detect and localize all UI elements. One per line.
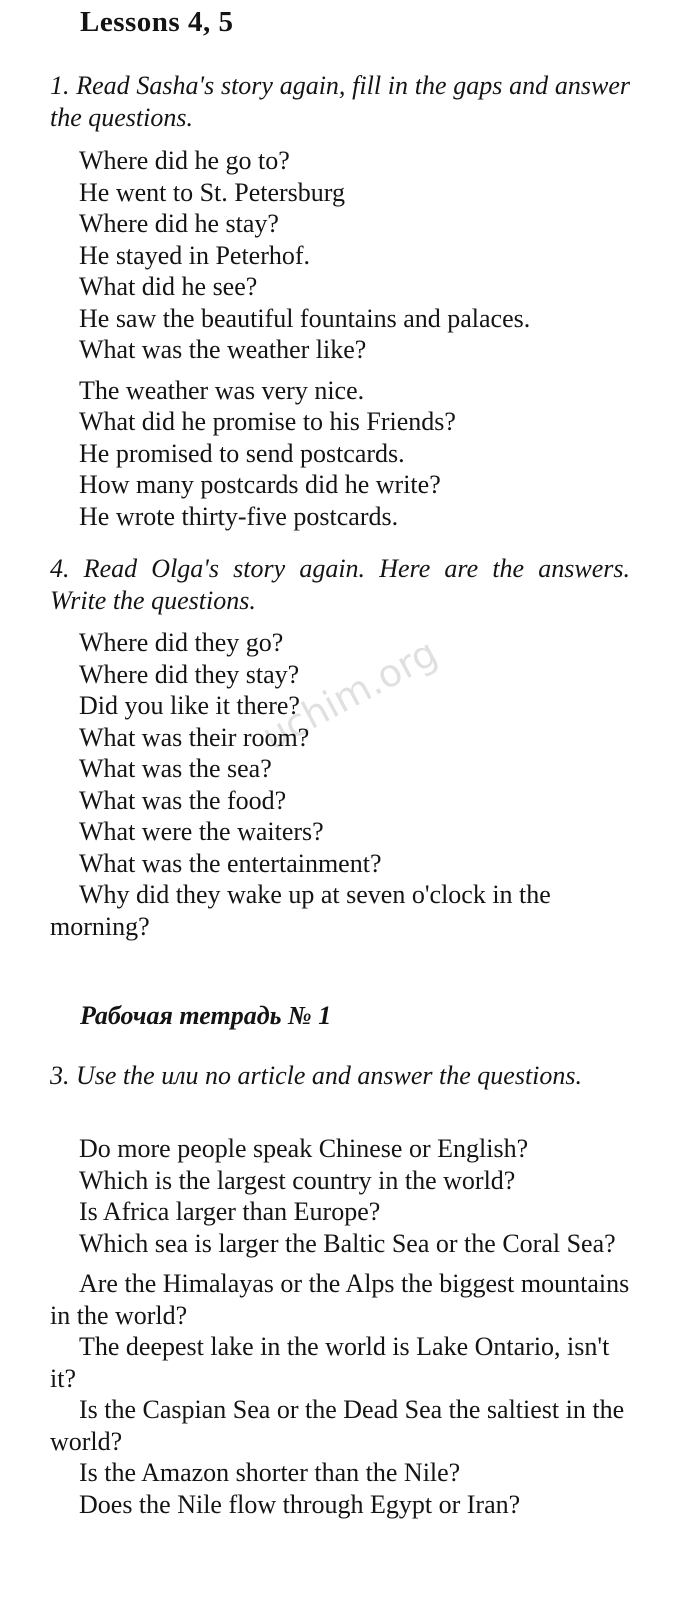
- exercise-3-line: Do more people speak Chinese or English?: [79, 1134, 529, 1163]
- exercise-1-line: Where did he stay?: [79, 209, 279, 238]
- exercise-4-line: Why did they wake up at seven o'clock in the morning?: [50, 880, 551, 941]
- exercise-1-line: The weather was very nice.: [79, 375, 365, 405]
- exercise-3-line: Which is the largest country in the world?: [79, 1165, 516, 1195]
- exercise-4-line: What was their room?: [79, 722, 310, 752]
- exercise-1-line: What did he see?: [79, 272, 258, 301]
- exercise-1-line: What was the weather like?: [79, 335, 367, 364]
- exercise-4-line: Where did they go?: [79, 628, 284, 657]
- exercise-3-line: Is Africa larger than Europe?: [79, 1197, 381, 1226]
- exercise-3-line: Is the Amazon shorter than the Nile?: [79, 1458, 461, 1487]
- exercise-1-line: He stayed in Peterhof.: [79, 240, 311, 270]
- exercise-1-line: He wrote thirty-five postcards.: [79, 501, 399, 531]
- exercise-1-line: He saw the beautiful fountains and palaces.: [79, 303, 531, 333]
- exercise-3-line: Is the Caspian Sea or the Dead Sea the saltiest in the world?: [50, 1395, 625, 1456]
- exercise-3-line: Which sea is larger the Baltic Sea or the Coral Sea?: [79, 1228, 616, 1258]
- exercise-4-line: Did you like it there?: [79, 691, 300, 720]
- exercise-1-lines: [50, 145, 640, 532]
- exercise-4-line: Where did they stay?: [79, 659, 300, 689]
- exercise-3-line: Does the Nile flow through Egypt or Iran?: [79, 1489, 521, 1519]
- exercise-1-line: What did he promise to his Friends?: [79, 407, 456, 436]
- exercise-3-line: Are the Himalayas or the Alps the biggest mountains in the world?: [50, 1269, 630, 1330]
- exercise-3-line: The deepest lake in the world is Lake Ontario, isn't it?: [50, 1332, 610, 1393]
- exercise-4-line: What was the food?: [79, 785, 287, 815]
- watermark: uchim.org: [255, 630, 445, 759]
- exercise-4-line: What were the waiters?: [79, 817, 324, 846]
- exercise-4-task: 4. Read Olga's story again. Here are the answers. Write the questions.: [50, 554, 630, 615]
- exercise-4-line: What was the entertainment?: [79, 848, 382, 878]
- exercise-1-line: He went to St. Petersburg: [79, 177, 345, 207]
- workbook-heading: Рабочая тетрадь № 1: [80, 1001, 332, 1030]
- exercise-1-line: How many postcards did he write?: [79, 470, 441, 499]
- exercise-4-line: What was the sea?: [79, 754, 272, 783]
- exercise-3-task: 3. Use the или no article and answer the questions.: [50, 1061, 583, 1090]
- exercise-3-lines: [50, 1133, 640, 1520]
- exercise-1-line: Where did he go to?: [79, 146, 290, 175]
- page-title: Lessons 4, 5: [80, 6, 234, 38]
- exercise-1-line: He promised to send postcards.: [79, 438, 405, 468]
- exercise-1-task: 1. Read Sasha's story again, fill in the gaps and answer the questions.: [50, 71, 630, 132]
